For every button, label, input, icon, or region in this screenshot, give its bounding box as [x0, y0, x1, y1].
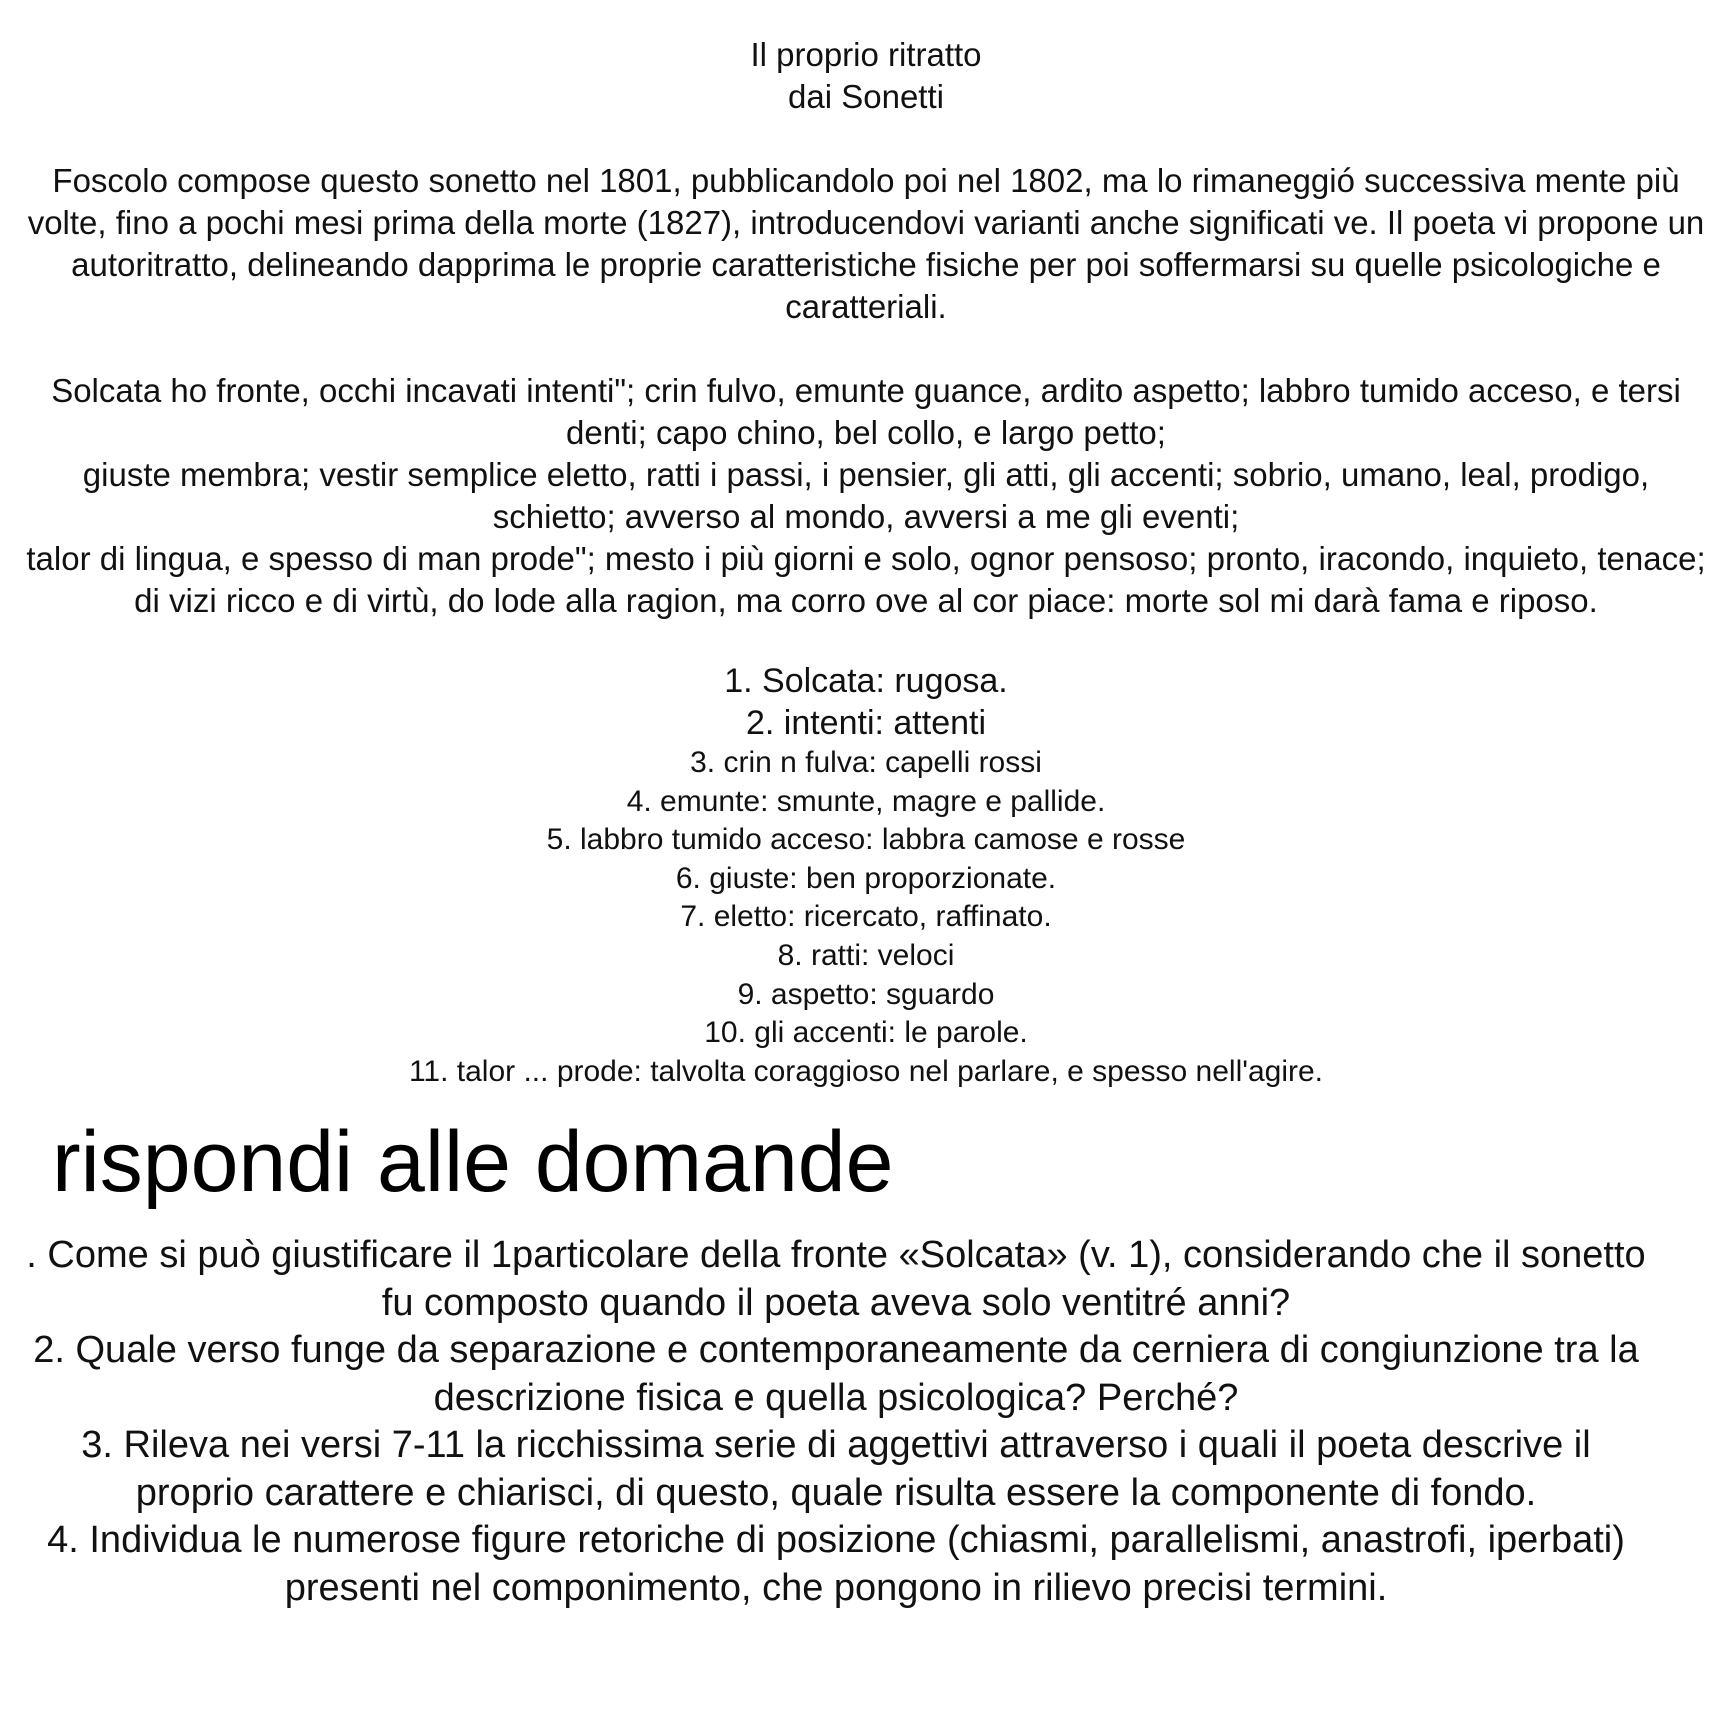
footnotes	[0, 660, 1732, 1091]
title-block	[20, 34, 1712, 118]
question-item: 2. Quale verso funge da separazione e contemporaneamente da cerniera di congiunzione tra la descrizione fisica e quella psicologica? Perché?	[33, 1329, 1639, 1419]
poem-line: talor di lingua, e spesso di man prode"; mesto i più giorni e solo, ognor pensoso; pronto, iracondo, inquieto, tenace;	[26, 540, 1706, 577]
questions-heading: rispondi alle domande	[52, 1114, 894, 1210]
footnote: 2. intenti: attenti	[745, 704, 987, 742]
footnote: 7. eletto: ricercato, raffinato.	[680, 900, 1052, 934]
page-subtitle: dai Sonetti	[788, 78, 944, 115]
intro-paragraph: Foscolo compose questo sonetto nel 1801, pubblicandolo poi nel 1802, ma lo rimaneggió successiva mente più volte, fino a pochi mesi prima della morte (1827), introducendovi varianti anche significati ve. Il poeta vi propone un autoritratto, delineando dapprima le proprie caratteristiche fisiche per poi soffermarsi su quelle psicologiche e caratteriali.	[27, 162, 1705, 325]
question-item: 4. Individua le numerose figure retoriche di posizione (chiasmi, parallelismi, anastrofi, iperbati) presenti nel componimento, che pongono in rilievo precisi termini.	[47, 1519, 1625, 1609]
footnote: 5. labbro tumido acceso: labbra camose e rosse	[546, 823, 1186, 857]
footnote: 3. crin n fulva: capelli rossi	[690, 746, 1042, 779]
footnote: 6. giuste: ben proporzionate.	[675, 861, 1057, 895]
poem-line: di vizi ricco e di virtù, do lode alla ragion, ma corro ove al cor piace: morte sol mi darà fama e riposo.	[134, 582, 1598, 619]
footnote: 10. gli accenti: le parole.	[704, 1016, 1028, 1050]
footnote: 9. aspetto: sguardo	[737, 977, 995, 1011]
question-item: 3. Rileva nei versi 7-11 la ricchissima serie di aggettivi attraverso i quali il poeta descrive il proprio carattere e chiarisci, di questo, quale risulta essere la componente di fondo.	[81, 1424, 1591, 1514]
questions-list	[20, 1232, 1652, 1612]
poem-text	[24, 370, 1708, 622]
poem-line: giuste membra; vestir semplice eletto, ratti i passi, i pensier, gli atti, gli accenti; sobrio, umano, leal, prodigo, schietto; avverso al mondo, avversi a me gli eventi;	[82, 456, 1650, 535]
page-title: Il proprio ritratto	[750, 36, 982, 73]
question-item: . Come si può giustificare il 1particolare della fronte «Solcata» (v. 1), considerando che il sonetto fu composto quando il poeta aveva solo ventitré anni?	[26, 1234, 1646, 1324]
footnote: 4. emunte: smunte, magre e pallide.	[626, 784, 1106, 818]
footnote: 11. talor ... prode: talvolta coraggioso nel parlare, e spesso nell'agire.	[408, 1054, 1324, 1088]
footnote: 8. ratti: veloci	[777, 938, 955, 972]
poem-line: Solcata ho fronte, occhi incavati intenti"; crin fulvo, emunte guance, ardito aspetto; labbro tumido acceso, e tersi denti; capo chino, bel collo, e largo petto;	[51, 372, 1681, 451]
footnote: 1. Solcata: rugosa.	[724, 662, 1008, 700]
